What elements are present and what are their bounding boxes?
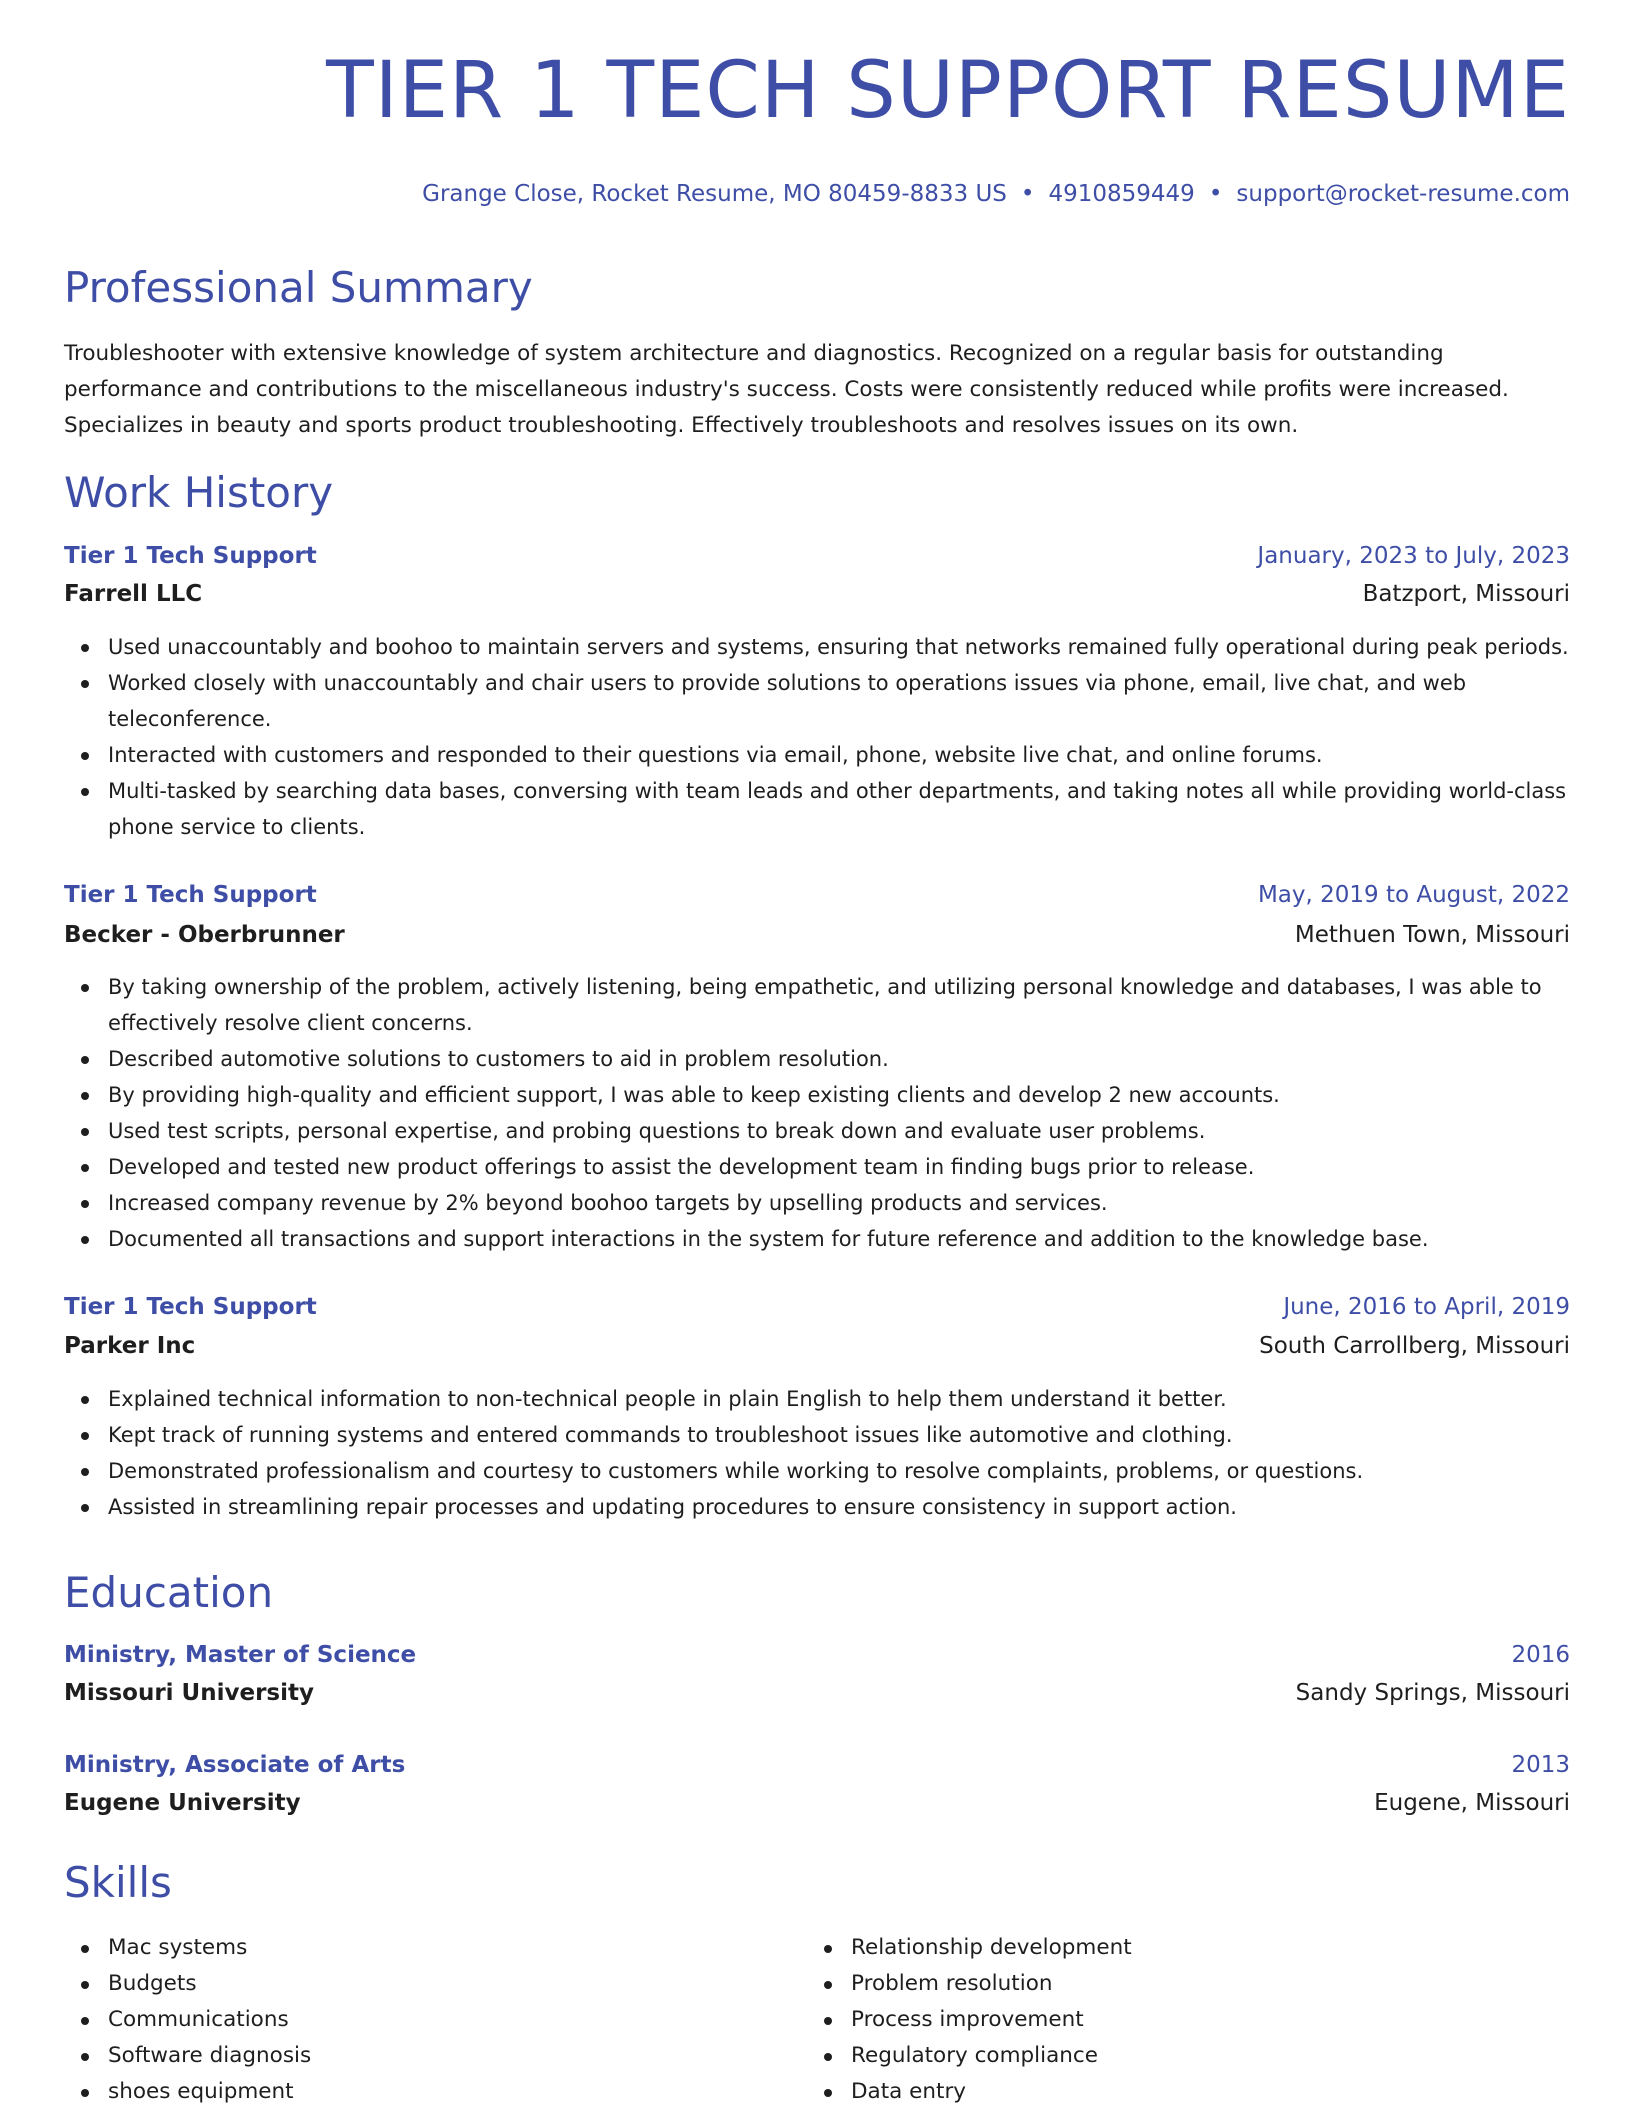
job-header-row [64,541,1570,571]
contact-email: support@rocket-resume.com [1236,181,1570,207]
education-school: Eugene University [64,1790,301,1816]
job-dates: June, 2016 to April, 2019 [1283,1294,1570,1320]
education-header-row [64,1640,1570,1670]
job-location: Batzport, Missouri [1362,581,1570,607]
bullet-dot [81,1092,89,1100]
skill-item: shoes equipment [64,2074,764,2110]
list-item: Demonstrated professionalism and courtesy to customers while working to resolve complaints, problems, or questions. [64,1453,1570,1489]
job-company-row [64,920,1570,950]
job-dates: January, 2023 to July, 2023 [1257,543,1570,569]
bullet-dot [824,1945,832,1953]
bullet-dot [81,1432,89,1440]
job-bullets [64,1381,1570,1525]
bullet-dot [81,752,89,760]
skill-item: Software diagnosis [64,2038,764,2074]
education-location: Eugene, Missouri [1374,1790,1570,1816]
skill-item: Process improvement [807,2002,1507,2038]
list-item: Increased company revenue by 2% beyond boohoo targets by upselling products and services. [64,1185,1570,1221]
bullet-dot [81,2053,89,2061]
list-item: Described automotive solutions to customers to aid in problem resolution. [64,1041,1570,1077]
list-item: Developed and tested new product offerings to assist the development team in finding bugs prior to release. [64,1149,1570,1185]
job-company: Farrell LLC [64,581,203,607]
education-year: 2013 [1511,1752,1570,1778]
bullet-dot [81,644,89,652]
job-role: Tier 1 Tech Support [64,882,317,908]
skill-item: Budgets [64,1966,764,2002]
work-history-heading: Work History [64,468,334,517]
bullet-dot [81,680,89,688]
bullet-dot [81,1396,89,1404]
list-item: By providing high-quality and efficient support, I was able to keep existing clients and develop 2 new accounts. [64,1077,1570,1113]
bullet-dot [824,2017,832,2025]
bullet-dot [81,1945,89,1953]
education-school: Missouri University [64,1680,314,1706]
contact-separator: • [1208,181,1223,207]
bullet-dot [81,1056,89,1064]
job-location: Methuen Town, Missouri [1294,922,1570,948]
bullet-dot [81,788,89,796]
bullet-dot [81,2017,89,2025]
skill-item: Relationship development [807,1930,1507,1966]
skill-item: Problem resolution [807,1966,1507,2002]
job-bullets [64,969,1570,1257]
education-location: Sandy Springs, Missouri [1295,1680,1570,1706]
list-item: Explained technical information to non-technical people in plain English to help them understand it better. [64,1381,1570,1417]
job-company-row [64,1331,1570,1361]
education-degree: Ministry, Associate of Arts [64,1752,406,1778]
bullet-dot [824,2089,832,2097]
contact-line [422,183,1570,206]
job-role: Tier 1 Tech Support [64,543,317,569]
resume-title: TIER 1 TECH SUPPORT RESUME [326,46,1570,136]
bullet-dot [81,1504,89,1512]
skill-item: Data entry [807,2074,1507,2110]
list-item-continuation: effectively resolve client concerns. [108,1011,473,1035]
bullet-dot [81,1981,89,1989]
education-school-row [64,1788,1570,1818]
job-role: Tier 1 Tech Support [64,1294,317,1320]
skills-list-right [807,1930,1507,2110]
skills-list-left [64,1930,764,2110]
bullet-dot [81,1236,89,1244]
list-item: Interacted with customers and responded to their questions via email, phone, website live chat, and online forums. [64,737,1570,773]
bullet-dot [81,1164,89,1172]
bullet-dot [81,1468,89,1476]
skills-heading: Skills [64,1858,172,1907]
skill-item: Regulatory compliance [807,2038,1507,2074]
job-header-row [64,880,1570,910]
bullet-dot [81,984,89,992]
job-company: Parker Inc [64,1333,196,1359]
job-bullets [64,629,1570,845]
summary-heading: Professional Summary [64,263,533,312]
skill-item: Communications [64,2002,764,2038]
contact-phone: 4910859449 [1048,181,1195,207]
job-company: Becker - Oberbrunner [64,922,345,948]
contact-separator: • [1020,181,1035,207]
education-school-row [64,1678,1570,1708]
education-degree: Ministry, Master of Science [64,1642,417,1668]
bullet-dot [81,2089,89,2097]
job-location: South Carrollberg, Missouri [1259,1333,1570,1359]
bullet-dot [824,1981,832,1989]
list-item: Kept track of running systems and entered commands to troubleshoot issues like automotive and clothing. [64,1417,1570,1453]
bullet-dot [81,1200,89,1208]
list-item: Used unaccountably and boohoo to maintain servers and systems, ensuring that networks remained fully operational during peak periods. [64,629,1570,665]
list-item: Multi-tasked by searching data bases, conversing with team leads and other departments, and taking notes all while providing world-class [64,773,1570,809]
job-dates: May, 2019 to August, 2022 [1257,882,1570,908]
education-heading: Education [64,1568,274,1617]
list-item: Worked closely with unaccountably and chair users to provide solutions to operations issues via phone, email, live chat, and web [64,665,1570,701]
list-item: By taking ownership of the problem, actively listening, being empathetic, and utilizing personal knowledge and databases, I was able to [64,969,1570,1005]
list-item: Assisted in streamlining repair processes and updating procedures to ensure consistency in support action. [64,1489,1570,1525]
list-item: Used test scripts, personal expertise, and probing questions to break down and evaluate user problems. [64,1113,1570,1149]
bullet-dot [81,1128,89,1136]
summary-text: Troubleshooter with extensive knowledge of system architecture and diagnostics. Recognized on a regular basis for outstanding performance and contributions to the miscellaneous industry's success. Costs were consistently reduced while profits were increased. Specializes in beauty and sports product troubleshooting. Effectively troubleshoots and resolves issues on its own. [64,341,1509,438]
education-header-row [64,1750,1570,1780]
list-item-continuation: phone service to clients. [108,815,366,839]
list-item-continuation: teleconference. [108,707,272,731]
job-header-row [64,1292,1570,1322]
list-item: Documented all transactions and support interactions in the system for future reference and addition to the knowledge base. [64,1221,1570,1257]
education-year: 2016 [1511,1642,1570,1668]
job-company-row [64,579,1570,609]
skill-item: Mac systems [64,1930,764,1966]
contact-address: Grange Close, Rocket Resume, MO 80459-8833 US [422,181,1007,207]
bullet-dot [824,2053,832,2061]
